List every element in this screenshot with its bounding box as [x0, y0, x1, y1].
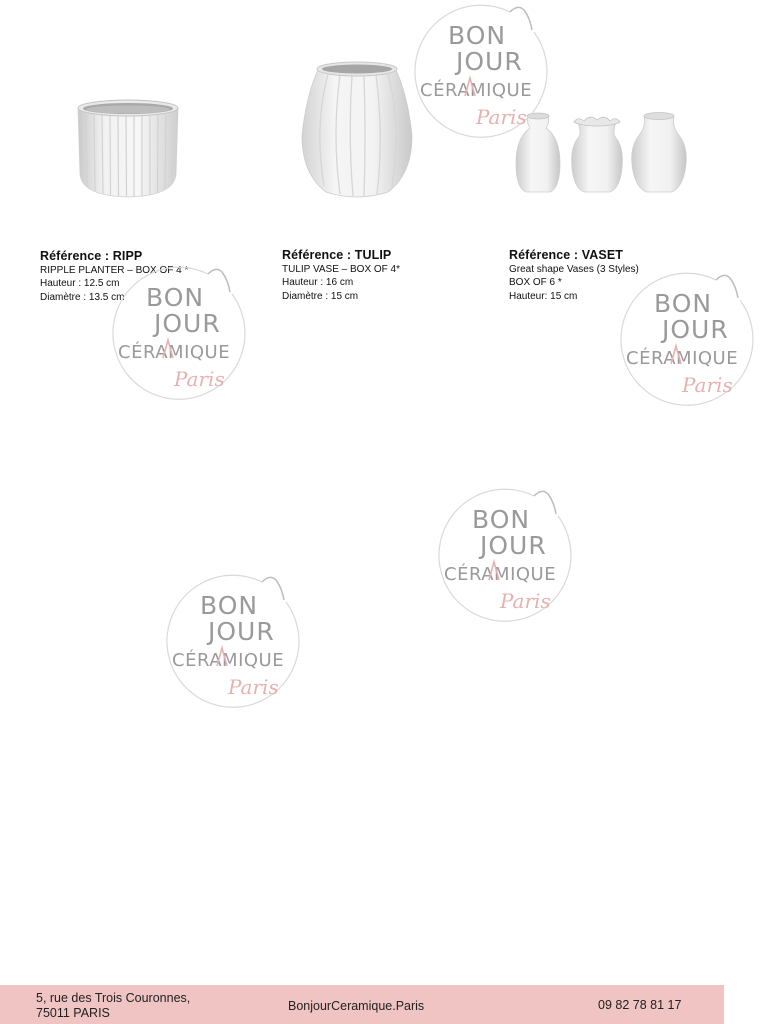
svg-text:BON: BON: [472, 505, 531, 534]
product-description: Great shape Vases (3 Styles): [509, 263, 639, 275]
brand-watermark: [166, 570, 310, 710]
svg-text:Paris: Paris: [476, 105, 527, 129]
address-line-2: 75011 PARIS: [36, 1006, 110, 1020]
svg-text:CÉRAMIQUE: CÉRAMIQUE: [444, 564, 557, 585]
address-line-1: 5, rue des Trois Couronnes,: [36, 991, 191, 1005]
svg-text:Paris: Paris: [500, 589, 551, 613]
watermark-logo-icon: [438, 484, 582, 624]
product-reference: Référence : VASET: [509, 248, 624, 262]
product-height: Hauteur: 15 cm: [509, 290, 578, 302]
footer-website-link[interactable]: BonjourCeramique.Paris: [288, 999, 425, 1013]
watermark-logo-icon: [414, 0, 558, 140]
svg-text:BON: BON: [146, 283, 205, 312]
svg-text:JOUR: JOUR: [480, 531, 547, 560]
brand-watermark: [112, 262, 256, 402]
watermark-logo-icon: [112, 262, 256, 402]
product-description: RIPPLE PLANTER – BOX OF 4 *: [40, 264, 189, 276]
svg-text:BON: BON: [448, 21, 507, 50]
svg-text:CÉRAMIQUE: CÉRAMIQUE: [172, 650, 285, 671]
svg-text:JOUR: JOUR: [208, 617, 275, 646]
product-reference: Référence : TULIP: [282, 248, 392, 262]
product-height: Hauteur : 16 cm: [282, 277, 354, 289]
ripple-planter-image: [72, 96, 184, 206]
footer-bar: [0, 985, 724, 1024]
footer-address: [36, 991, 190, 1021]
watermark-logo-icon: [166, 570, 310, 710]
svg-text:JOUR: JOUR: [662, 315, 729, 344]
svg-text:Paris: Paris: [174, 367, 225, 391]
product-height: Hauteur : 12.5 cm: [40, 278, 120, 290]
product-box-quantity: BOX OF 6 *: [509, 277, 562, 289]
brand-watermark: [620, 268, 764, 408]
svg-text:JOUR: JOUR: [154, 309, 221, 338]
product-info-tulip: [282, 249, 400, 305]
product-description: TULIP VASE – BOX OF 4*: [282, 263, 401, 275]
svg-text:Paris: Paris: [682, 373, 733, 397]
product-diameter: Diamètre : 15 cm: [282, 290, 359, 302]
watermark-logo-icon: [620, 268, 764, 408]
svg-text:CÉRAMIQUE: CÉRAMIQUE: [420, 80, 533, 101]
product-reference: Référence : RIPP: [40, 249, 143, 263]
tulip-vase-image: [298, 56, 416, 202]
svg-text:JOUR: JOUR: [456, 47, 523, 76]
svg-text:Paris: Paris: [228, 675, 279, 699]
brand-watermark: [414, 0, 558, 140]
svg-text:CÉRAMIQUE: CÉRAMIQUE: [626, 348, 739, 369]
brand-watermark: [438, 484, 582, 624]
footer-phone: 09 82 78 81 17: [598, 998, 682, 1012]
svg-text:BON: BON: [200, 591, 259, 620]
svg-text:CÉRAMIQUE: CÉRAMIQUE: [118, 342, 231, 363]
svg-text:BON: BON: [654, 289, 713, 318]
product-diameter: Diamètre : 13.5 cm: [40, 291, 125, 303]
